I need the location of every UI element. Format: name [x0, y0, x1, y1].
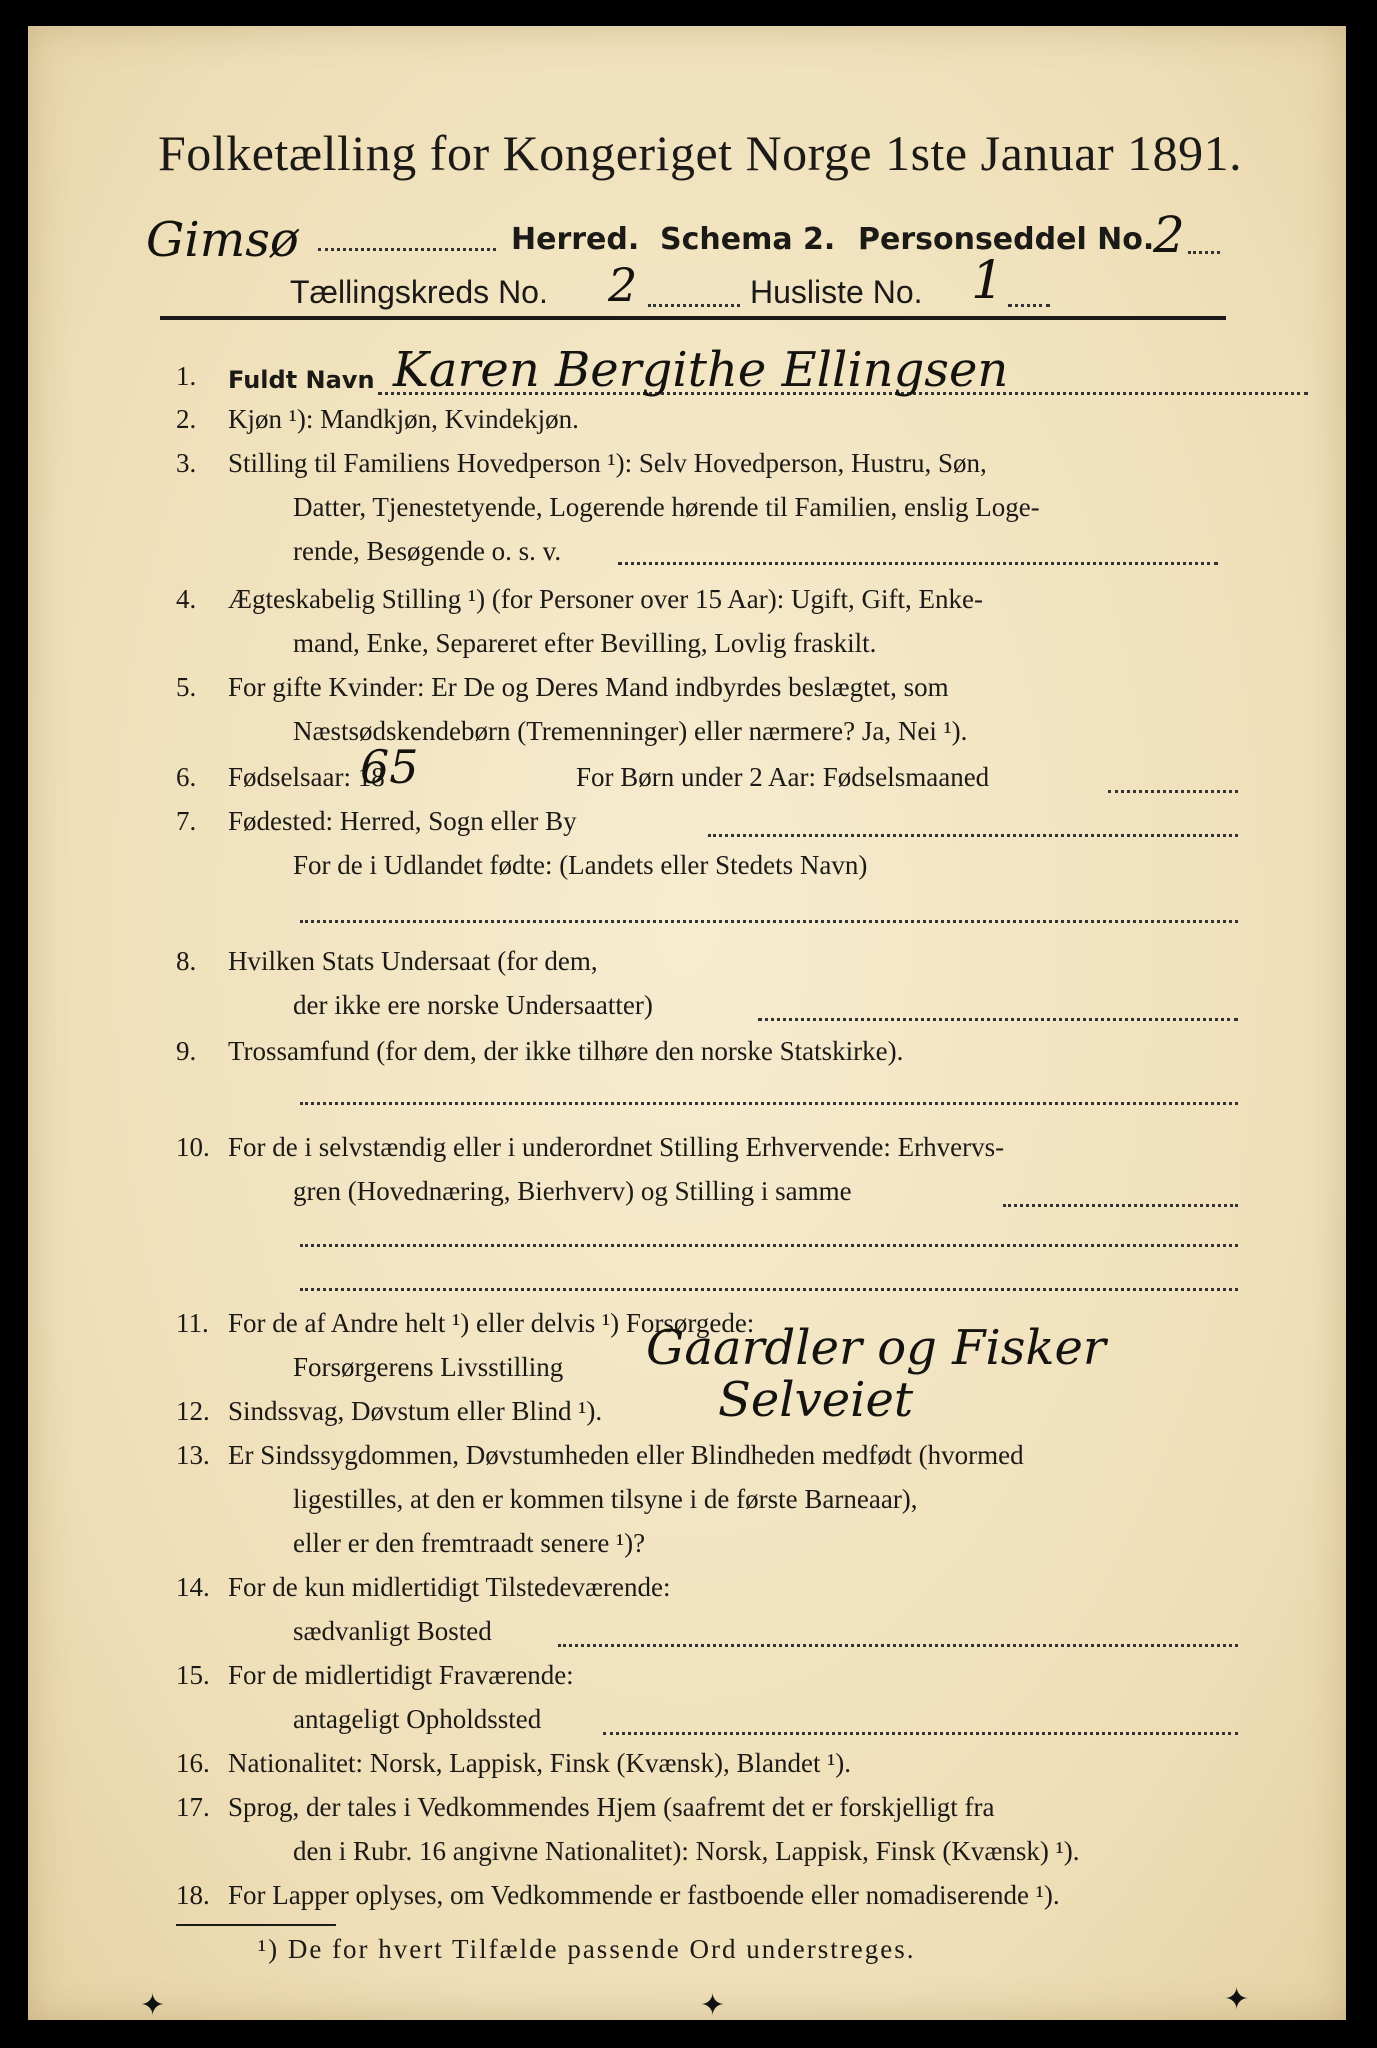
- binding-mark-icon: ✦: [140, 1988, 166, 2023]
- answer-dots: [300, 1288, 1238, 1291]
- item-number: 3.: [176, 448, 197, 478]
- item-number: 4.: [176, 584, 197, 614]
- husliste-dots: [1008, 304, 1050, 307]
- item-text: mand, Enke, Separeret efter Bevilling, Lovlig fraskilt.: [293, 628, 877, 658]
- footnote: ¹) De for hvert Tilfælde passende Ord understreges.: [258, 1934, 916, 1964]
- item-text: rende, Besøgende o. s. v.: [293, 536, 562, 566]
- answer-dots: [300, 920, 1238, 923]
- husliste-label: Husliste No.: [750, 274, 923, 310]
- herred-value: Gimsø: [146, 212, 299, 268]
- item-text: sædvanligt Bosted: [293, 1616, 492, 1646]
- item-text: Er Sindssygdommen, Døvstumheden eller Blindheden medfødt (hvormed: [228, 1440, 1024, 1470]
- item-number: 7.: [176, 806, 197, 836]
- item-number: 18.: [176, 1880, 210, 1910]
- item-number: 13.: [176, 1440, 210, 1470]
- item-text: For de i Udlandet fødte: (Landets eller Stedets Navn): [293, 850, 868, 880]
- item-text: Sprog, der tales i Vedkommendes Hjem (saafremt det er forskjelligt fra: [228, 1792, 995, 1822]
- herred-label: Herred.: [511, 222, 640, 257]
- item-text: eller er den fremtraadt senere ¹)?: [293, 1528, 646, 1558]
- answer-dots: [758, 1018, 1238, 1021]
- schema-label: Schema 2.: [660, 222, 836, 257]
- item-number: 2.: [176, 404, 197, 434]
- item-text: antageligt Opholdssted: [293, 1704, 542, 1734]
- item-text: Fødselsaar: 18: [228, 762, 385, 792]
- answer-dots: [558, 1644, 1238, 1647]
- item-text: der ikke ere norske Undersaatter): [293, 990, 653, 1020]
- item-text: gren (Hovednæring, Bierhverv) og Stilling i samme: [293, 1176, 852, 1206]
- full-name-answer: Karen Bergithe Ellingsen: [393, 342, 1009, 398]
- item-text: Datter, Tjenestetyende, Logerende hørende til Familien, enslig Loge-: [293, 492, 1040, 522]
- item-text: ligestilles, at den er kommen tilsyne i de første Barneaar),: [293, 1484, 918, 1514]
- item-text: Hvilken Stats Undersaat (for dem,: [228, 946, 598, 976]
- item-text: Kjøn ¹): Mandkjøn, Kvindekjøn.: [228, 404, 579, 434]
- answer-dots: [708, 834, 1238, 837]
- item-number: 15.: [176, 1660, 210, 1690]
- item-text: Sindssvag, Døvstum eller Blind ¹).: [228, 1396, 603, 1426]
- item-number: 10.: [176, 1132, 210, 1162]
- answer-dots: [1003, 1204, 1238, 1207]
- answer-dots: [1108, 790, 1238, 793]
- item-text: Næstsødskendebørn (Tremenninger) eller nærmere? Ja, Nei ¹).: [293, 716, 968, 746]
- provider-occupation-answer: Gaardler og Fisker: [646, 1320, 1106, 1376]
- item-number: 12.: [176, 1396, 210, 1426]
- item-label: Fuldt Navn: [228, 366, 375, 394]
- item-text: Ægteskabelig Stilling ¹) (for Personer over 15 Aar): Ugift, Gift, Enke-: [228, 584, 983, 614]
- item-number: 17.: [176, 1792, 210, 1822]
- binding-mark-icon: ✦: [1224, 1982, 1250, 2017]
- answer-dots: [300, 1244, 1238, 1247]
- item-number: 8.: [176, 946, 197, 976]
- item-number: 1.: [176, 361, 197, 391]
- kreds-label: Tællingskreds No.: [290, 274, 548, 310]
- item-text: For Lapper oplyses, om Vedkommende er fastboende eller nomadiserende ¹).: [228, 1880, 1060, 1910]
- item-number: 9.: [176, 1036, 197, 1066]
- personseddel-label: Personseddel No.: [858, 222, 1155, 257]
- item-number: 14.: [176, 1572, 210, 1602]
- item-text: Nationalitet: Norsk, Lappisk, Finsk (Kvænsk), Blandet ¹).: [228, 1748, 852, 1778]
- census-form-page: [28, 26, 1346, 2023]
- item-text: Trossamfund (for dem, der ikke tilhøre den norske Statskirke).: [228, 1036, 904, 1066]
- footnote-rule: [176, 1924, 336, 1926]
- item-text: Fødested: Herred, Sogn eller By: [228, 806, 577, 836]
- personseddel-dots: [1188, 251, 1220, 254]
- item-number: 5.: [176, 672, 197, 702]
- item-text: For de kun midlertidigt Tilstedeværende:: [228, 1572, 671, 1602]
- answer-dots: [618, 562, 1218, 565]
- answer-dots: [603, 1732, 1238, 1735]
- binding-mark-icon: ✦: [700, 1988, 726, 2023]
- item-text: Stilling til Familiens Hovedperson ¹): Selv Hovedperson, Hustru, Søn,: [228, 448, 987, 478]
- item-text: For Børn under 2 Aar: Fødselsmaaned: [576, 762, 990, 792]
- item-text: For de af Andre helt ¹) eller delvis ¹) Forsørgede:: [228, 1308, 755, 1338]
- item-text: For de i selvstændig eller i underordnet Stilling Erhvervende: Erhvervs-: [228, 1132, 1005, 1162]
- birth-year-answer: 65: [360, 740, 419, 794]
- item-12-answer: Selveiet: [718, 1372, 914, 1428]
- item-number: 6.: [176, 762, 197, 792]
- item-number: 16.: [176, 1748, 210, 1778]
- husliste-value: 1: [971, 251, 1005, 311]
- item-number: 11.: [176, 1308, 209, 1338]
- item-text: den i Rubr. 16 angivne Nationalitet): Norsk, Lappisk, Finsk (Kvænsk) ¹).: [293, 1836, 1080, 1866]
- item-text: For gifte Kvinder: Er De og Deres Mand indbyrdes beslægtet, som: [228, 672, 949, 702]
- item-text: Forsørgerens Livsstilling: [293, 1352, 564, 1382]
- herred-dots: [318, 248, 496, 251]
- header-rule: [160, 316, 1226, 320]
- answer-dots: [300, 1102, 1238, 1105]
- kreds-value: 2: [608, 258, 638, 312]
- personseddel-value: 2: [1153, 206, 1185, 264]
- item-text: For de midlertidigt Fraværende:: [228, 1660, 574, 1690]
- form-title: Folketælling for Kongeriget Norge 1ste Januar 1891.: [158, 125, 1243, 181]
- kreds-dots: [648, 304, 740, 307]
